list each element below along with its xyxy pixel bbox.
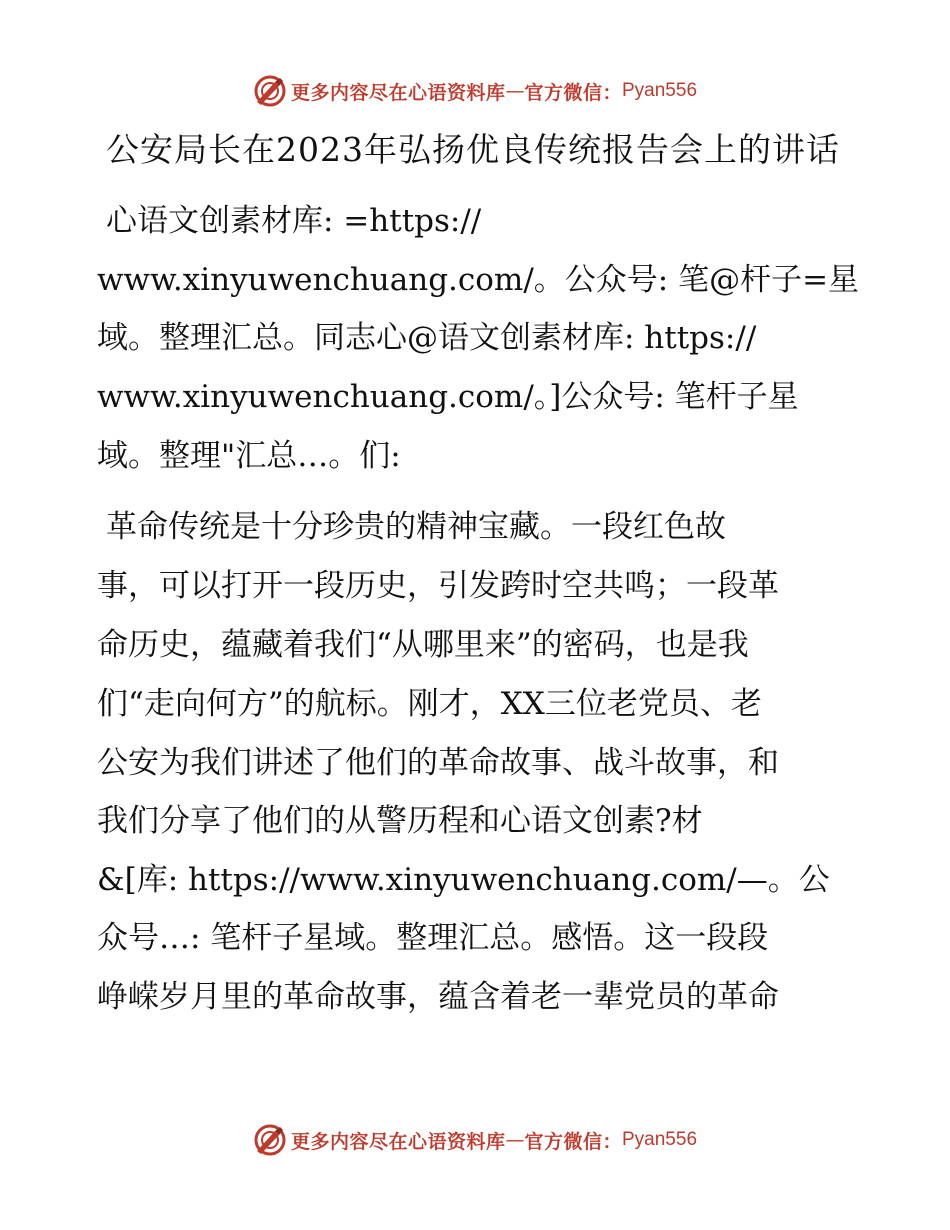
banner-wechat-label: 官方微信： [524,81,622,104]
paragraph-2-line: 命历史，蕴藏着我们“从哪里来”的密码，也是我 [97,627,749,663]
paragraph-1-line: www.xinyuwenchuang.com/。公众号: 笔@杆子=星 [97,262,860,298]
header-banner [0,71,950,111]
paragraph-2-line: 众号…: 笔杆子星域。整理汇总。感悟。这一段段 [97,920,769,956]
paragraph-1-line: 域。整理"汇总…。们: [97,438,401,474]
banner-wechat-label: 官方微信： [524,1130,622,1153]
banner-dash: — [505,1129,525,1151]
banner-wechat-handle: Pyan556 [622,1129,698,1150]
banner-brand-text: 更多内容尽在心语资料库 [290,1130,506,1153]
page-title: 公安局长在2023年弘扬优良传统报告会上的讲话 [106,130,840,169]
pen-logo-icon [253,74,287,108]
banner-dash: — [505,80,525,102]
paragraph-2-line: 们“走向何方”的航标。刚才，XX三位老党员、老 [97,686,762,722]
paragraph-2-line: 事，可以打开一段历史，引发跨时空共鸣；一段革 [97,568,779,604]
paragraph-2-line: &[库: https://www.xinyuwenchuang.com/—。公 [97,862,830,898]
paragraph-1-line: www.xinyuwenchuang.com/。]公众号: 笔杆子星 [97,379,799,415]
banner-brand-text: 更多内容尽在心语资料库 [290,81,506,104]
banner-wechat-handle: Pyan556 [622,80,698,101]
footer-banner [0,1120,950,1160]
paragraph-2-line: 峥嵘岁月里的革命故事，蕴含着老一辈党员的革命 [97,979,779,1015]
paragraph-1-line: 心语文创素材库: =https:// [106,203,482,239]
pen-logo-icon [253,1123,287,1157]
paragraph-2-line: 公安为我们讲述了他们的革命故事、战斗故事，和 [97,745,779,781]
paragraph-2-line: 我们分享了他们的从警历程和心语文创素?材 [97,803,703,839]
paragraph-2-line: 革命传统是十分珍贵的精神宝藏。一段红色故 [106,509,726,545]
paragraph-1-line: 域。整理汇总。同志心@语文创素材库: https:// [97,320,757,356]
